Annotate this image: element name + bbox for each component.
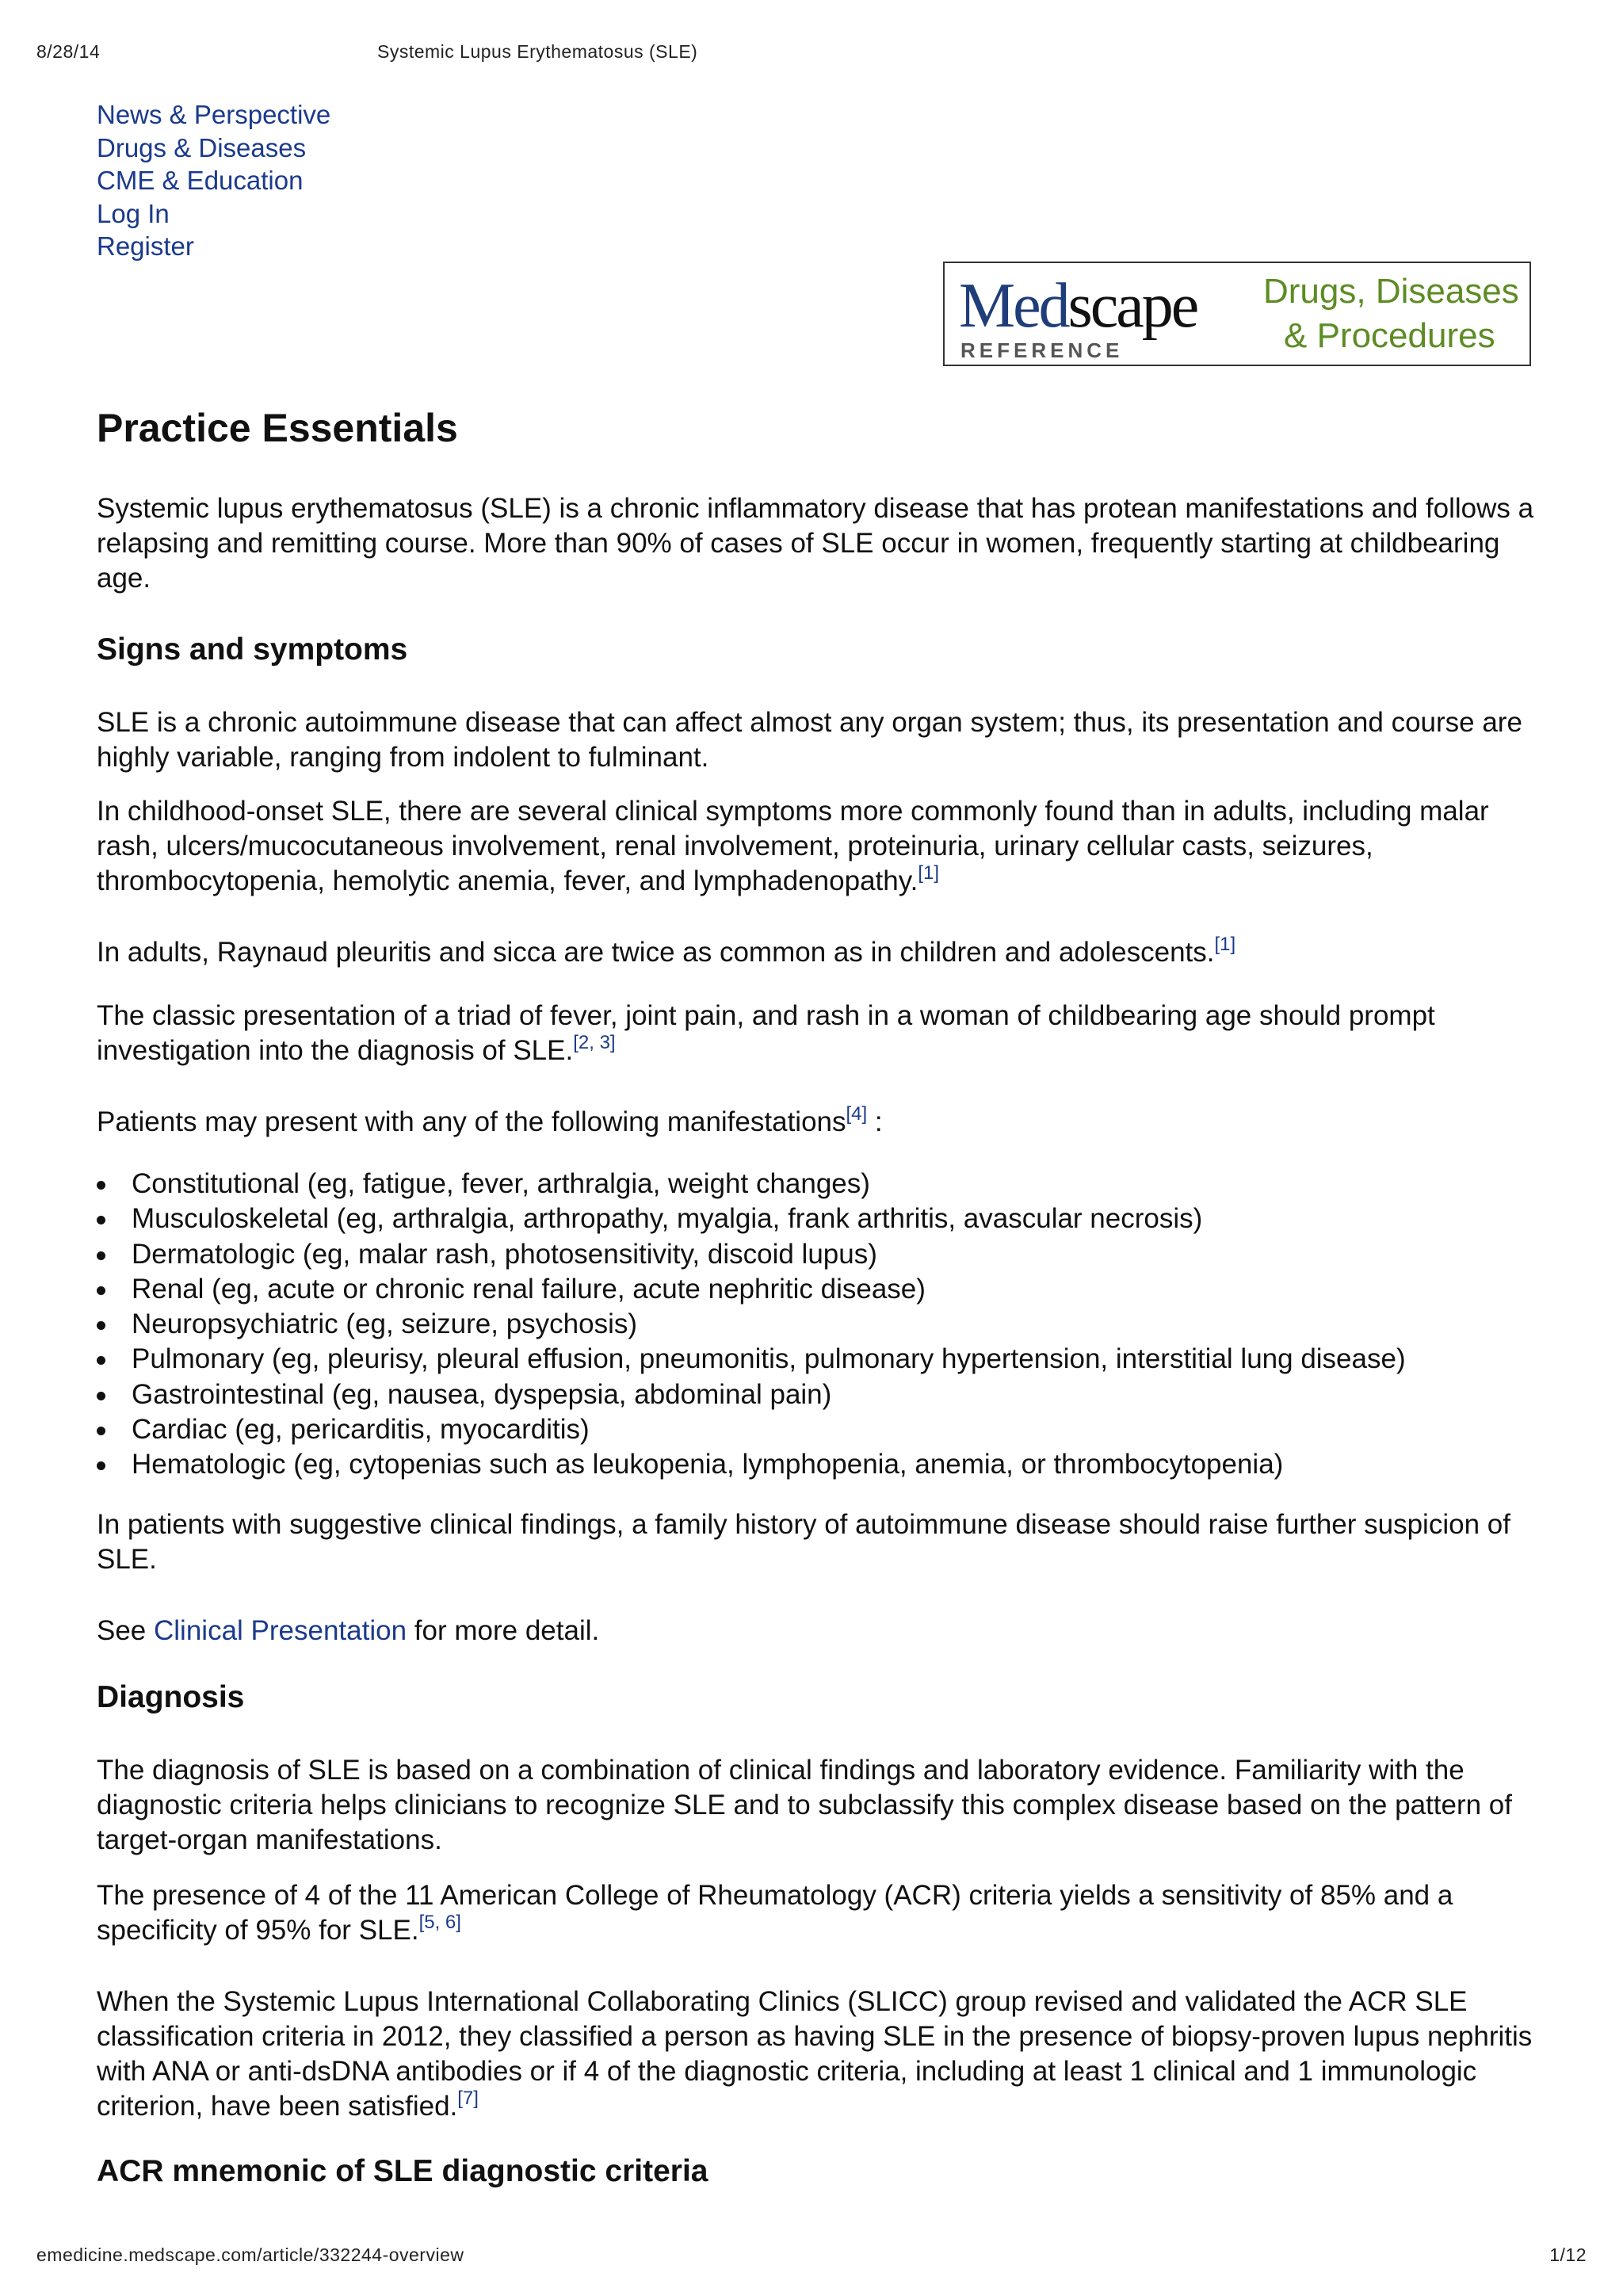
nav-cme-education[interactable]: CME & Education [97,166,304,195]
print-page-number: 1/12 [1549,2244,1587,2265]
reference-link-1b[interactable]: [1] [1214,934,1236,955]
reference-link-2-3[interactable]: [2, 3] [573,1032,616,1053]
manifestations-list [44,1167,1539,1483]
acr-mnemonic-heading: ACR mnemonic of SLE diagnostic criteria [97,2154,708,2188]
signs-paragraph-4 [97,999,1539,1068]
signs-paragraph-1: SLE is a chronic autoimmune disease that can affect almost any organ system; thus, its presentation and course are highly variable, ranging from indolent to fulminant. [97,707,1522,773]
clinical-presentation-link[interactable]: Clinical Presentation [154,1615,407,1646]
diagnosis-paragraph-1: The diagnosis of SLE is based on a combination of clinical findings and laboratory evidence. Familiarity with the diagnostic criteria helps clinicians to recognize SLE and to subclassify this complex disease based on the pattern of target-organ manifestations. [97,1755,1512,1855]
list-item: Pulmonary (eg, pleurisy, pleural effusion, pneumonitis, pulmonary hypertension, interstitial lung disease) [44,1342,1539,1377]
reference-link-4[interactable]: [4] [846,1103,868,1125]
diagnosis-paragraph-2-text: The presence of 4 of the 11 American College of Rheumatology (ACR) criteria yields a sensitivity of 85% and a specificity of 95% for SLE. [97,1880,1453,1946]
signs-paragraph-5-text: Patients may present with any of the following manifestations [97,1106,846,1137]
diagnosis-paragraph-3 [97,1985,1539,2124]
logo-tagline-1: Drugs, Diseases [1263,272,1519,311]
top-nav [97,98,330,263]
signs-paragraph-3 [97,935,1539,970]
see-clinical-presentation [97,1614,1539,1648]
page-title: Practice Essentials [97,406,458,450]
reference-link-7[interactable]: [7] [457,2088,479,2109]
list-item: Renal (eg, acute or chronic renal failure, acute nephritic disease) [44,1272,1539,1307]
nav-news-perspective[interactable]: News & Perspective [97,100,331,129]
logo-reference: REFERENCE [960,338,1124,362]
medscape-reference-logo[interactable] [943,262,1531,366]
print-title: Systemic Lupus Erythematosus (SLE) [377,41,698,62]
print-url: emedicine.medscape.com/article/332244-overview [36,2244,464,2265]
list-item: Dermatologic (eg, malar rash, photosensitivity, discoid lupus) [44,1237,1539,1272]
list-item: Gastrointestinal (eg, nausea, dyspepsia, abdominal pain) [44,1377,1539,1412]
reference-link-5-6[interactable]: [5, 6] [418,1912,461,1933]
list-item: Cardiac (eg, pericarditis, myocarditis) [44,1412,1539,1447]
see-suffix: for more detail. [407,1615,600,1646]
reference-link-1[interactable]: [1] [918,862,940,884]
signs-paragraph-2-text: In childhood-onset SLE, there are several clinical symptoms more commonly found than in adults, including malar rash, ulcers/mucocutaneous involvement, renal involvement, proteinuria, urinary cellular casts, seizures, thrombocytopenia, hemolytic anemia, fever, and lymphadenopathy. [97,796,1489,896]
intro-paragraph: Systemic lupus erythematosus (SLE) is a chronic inflammatory disease that has protean manifestations and follows a relapsing and remitting course. More than 90% of cases of SLE occur in women, frequently starting at childbearing age. [97,493,1534,594]
signs-heading: Signs and symptoms [97,632,408,667]
list-item: Hematologic (eg, cytopenias such as leukopenia, lymphopenia, anemia, or thrombocytopenia) [44,1447,1539,1482]
nav-log-in[interactable]: Log In [97,198,170,228]
nav-register[interactable]: Register [97,231,194,261]
signs-paragraph-6: In patients with suggestive clinical findings, a family history of autoimmune disease should raise further suspicion of SLE. [97,1509,1510,1575]
signs-paragraph-3-text: In adults, Raynaud pleuritis and sicca are twice as common as in children and adolescents. [97,937,1215,968]
logo-scape: scape [1067,271,1197,341]
print-date: 8/28/14 [36,41,101,62]
diagnosis-paragraph-3-text: When the Systemic Lupus International Collaborating Clinics (SLICC) group revised and validated the ACR SLE classification criteria in 2012, they classified a person as having SLE in the presence of biopsy-proven lupus nephritis with ANA or anti-dsDNA antibodies or if 4 of the diagnostic criteria, including at least 1 clinical and 1 immunologic criterion, have been satisfied. [97,1986,1533,2122]
logo-med: Med [959,271,1068,341]
signs-paragraph-4-text: The classic presentation of a triad of fever, joint pain, and rash in a woman of childbearing age should prompt investigation into the diagnosis of SLE. [97,1000,1435,1066]
diagnosis-paragraph-2 [97,1878,1539,1948]
nav-drugs-diseases[interactable]: Drugs & Diseases [97,132,307,162]
logo-tagline-2: & Procedures [1284,316,1495,355]
list-item: Constitutional (eg, fatigue, fever, arthralgia, weight changes) [44,1167,1539,1201]
list-item: Neuropsychiatric (eg, seizure, psychosis) [44,1307,1539,1342]
signs-paragraph-2 [97,794,1539,899]
see-prefix: See [97,1615,154,1646]
diagnosis-heading: Diagnosis [97,1680,245,1714]
logo-wordmark [959,271,1197,341]
signs-paragraph-5-tail: : [867,1106,883,1137]
signs-paragraph-5 [97,1105,1539,1140]
list-item: Musculoskeletal (eg, arthralgia, arthropathy, myalgia, frank arthritis, avascular necrosis) [44,1201,1539,1236]
